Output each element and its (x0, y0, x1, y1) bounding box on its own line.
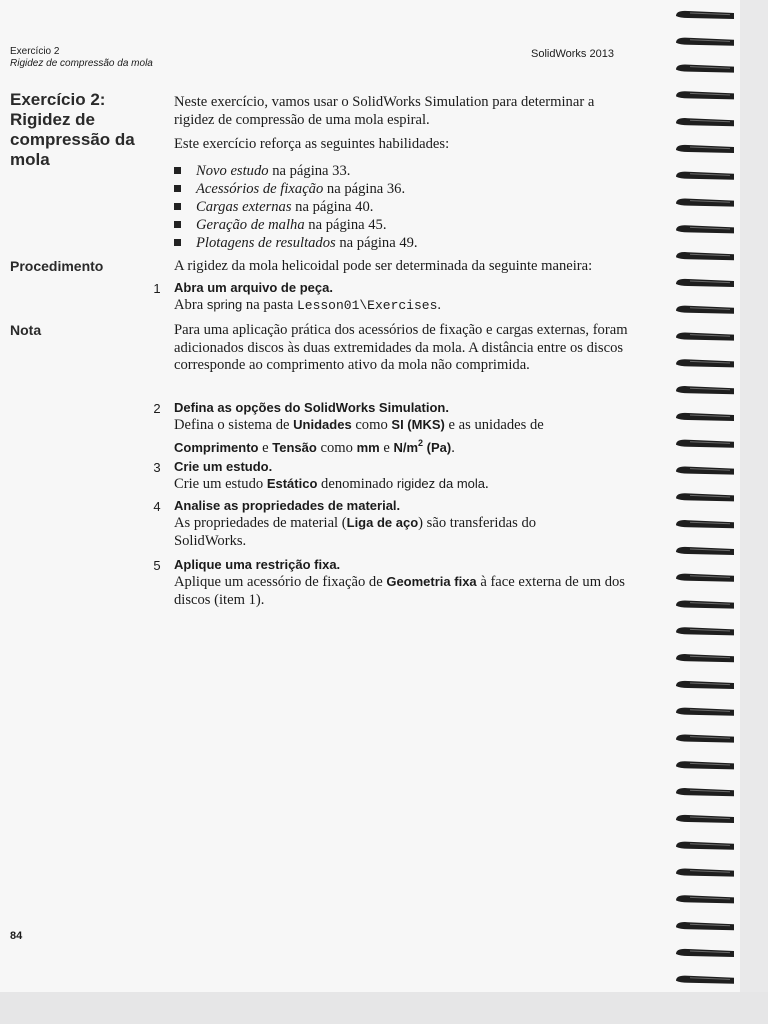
skill-topic: Acessórios de fixação (196, 181, 324, 197)
spiral-coil (676, 734, 734, 742)
skill-page: na página 40. (291, 199, 374, 215)
spiral-coil (676, 842, 734, 850)
spiral-coil (676, 868, 734, 876)
spiral-coil (676, 788, 734, 796)
skills-intro: Este exercício reforça as seguintes habilidades: (174, 136, 450, 152)
step-number: 4 (153, 499, 161, 514)
spiral-coil (676, 761, 734, 769)
exercise-title: Exercício 2: Rigidez de compressão da mola (10, 90, 135, 169)
bold-term: mm (356, 439, 380, 455)
bullet-square-icon (174, 203, 181, 210)
skill-bullet (174, 198, 373, 216)
bold-term: N/m (393, 439, 419, 455)
step-2 (174, 399, 644, 457)
skill-topic: Geração de malha (196, 217, 305, 233)
step-heading: Aplique uma restrição fixa. (174, 557, 341, 572)
spiral-binding (672, 0, 768, 992)
skill-topic: Cargas externas (196, 199, 292, 215)
spiral-coil (676, 413, 734, 421)
step-text-part: . (437, 297, 442, 313)
step-text-part: denominado (317, 476, 397, 492)
step-text-part: . (485, 476, 489, 492)
running-header-right: SolidWorks 2013 (531, 48, 614, 60)
bold-term: Tensão (272, 439, 317, 455)
spiral-coil (676, 600, 734, 608)
spiral-coil (676, 440, 734, 448)
step-5 (174, 556, 634, 609)
spiral-coil (676, 64, 734, 72)
spiral-coil (676, 949, 734, 957)
step-number: 2 (153, 401, 161, 416)
spiral-coil (676, 976, 734, 984)
step-heading: Crie um estudo. (174, 459, 273, 474)
step-text-part: Aplique um acessório de fixação de (174, 574, 387, 590)
spiral-coil (676, 627, 734, 635)
bold-term: Unidades (293, 417, 352, 432)
step-text-part: na pasta (242, 297, 297, 313)
bold-term: SI (MKS) (391, 417, 445, 432)
spiral-coil (676, 332, 734, 340)
procedure-text: A rigidez da mola helicoidal pode ser determinada da seguinte maneira: (174, 258, 593, 274)
spiral-coil (676, 11, 734, 19)
note-text: Para uma aplicação prática dos acessórios de fixação e cargas externas, foram adicionados discos às duas extremidades da mola. A distância entre os discos corresponde ao comprimento ativo da mola não comprimida. (174, 322, 628, 373)
header-exercise-subtitle: Rigidez de compressão da mola (10, 58, 153, 69)
step-text-part: e (258, 439, 273, 456)
step-text-part: e as unidades de (444, 417, 544, 433)
step-number: 1 (153, 281, 161, 296)
spiral-coil (676, 681, 734, 689)
step-text-part: Crie um estudo (174, 476, 267, 492)
bold-term: Geometria fixa (386, 574, 477, 589)
spiral-coil (676, 118, 734, 126)
step-text (174, 573, 634, 609)
spiral-coil (676, 547, 734, 555)
step-heading: Abra um arquivo de peça. (174, 280, 333, 295)
header-exercise-title: Exercício 2 (10, 46, 60, 57)
step-number: 3 (153, 460, 161, 475)
note-label: Nota (10, 322, 42, 338)
step-text-part: como (351, 417, 392, 433)
skill-bullet (174, 216, 387, 234)
spiral-coil (676, 815, 734, 823)
intro-paragraph: Neste exercício, vamos usar o SolidWorks Simulation para determinar a rigidez de compressão de uma mola espiral. (174, 94, 595, 128)
step-text-part: Abra (174, 297, 207, 313)
skill-bullet (174, 162, 350, 180)
bold-term: (Pa) (423, 439, 452, 455)
step-1 (174, 279, 644, 315)
bullet-square-icon (174, 167, 181, 174)
skill-page: na página 36. (323, 181, 406, 197)
running-header-left (10, 46, 153, 70)
spiral-coil (676, 895, 734, 903)
skill-page: na página 49. (335, 235, 418, 251)
bold-term: Liga de aço (346, 515, 419, 530)
step-text-part: ) são transferidas do SolidWorks. (174, 515, 537, 549)
bold-term: Comprimento (174, 439, 259, 455)
folder-path: Lesson01\Exercises (296, 298, 438, 313)
step-text-part: à face externa de um dos discos (item 1). (174, 574, 625, 608)
procedure-label: Procedimento (10, 258, 104, 274)
spiral-coil (676, 922, 734, 930)
spiral-coil (676, 91, 734, 99)
skill-page: na página 45. (304, 217, 387, 233)
step-4 (174, 497, 594, 550)
step-heading: Defina as opções do SolidWorks Simulation. (174, 400, 449, 415)
spiral-coil (676, 172, 734, 180)
spiral-coil (676, 359, 734, 367)
step-number: 5 (153, 558, 161, 573)
spiral-coil (676, 252, 734, 260)
bullet-square-icon (174, 185, 181, 192)
step-heading: Analise as propriedades de material. (174, 498, 401, 513)
skill-page: na página 33. (268, 163, 351, 179)
skill-bullet (174, 234, 418, 252)
step-text-part: As propriedades de material ( (174, 515, 347, 531)
spiral-coil (676, 306, 734, 314)
step-text (174, 296, 644, 315)
file-name: spring (206, 297, 243, 312)
bullet-square-icon (174, 221, 181, 228)
step-text-part: . (451, 439, 455, 456)
spiral-coil (676, 386, 734, 394)
superscript: 2 (418, 437, 424, 448)
spiral-coil (676, 38, 734, 46)
spiral-coil (676, 225, 734, 233)
spiral-coil (676, 466, 734, 474)
skill-bullet (174, 180, 405, 198)
spiral-coil (676, 574, 734, 582)
bold-term: Estático (266, 476, 318, 491)
spiral-coil (676, 145, 734, 153)
step-text (174, 416, 644, 457)
step-text-part: Defina o sistema de (174, 417, 294, 433)
step-3 (174, 458, 644, 494)
step-text-part: e (379, 439, 394, 456)
spiral-coil (676, 198, 734, 206)
study-name: rigidez da mola (396, 476, 486, 491)
spiral-coil (676, 279, 734, 287)
step-text-part: como (316, 439, 357, 456)
skill-topic: Plotagens de resultados (196, 235, 336, 251)
page-number: 84 (10, 930, 23, 942)
step-text (174, 475, 644, 494)
scan-background (0, 992, 768, 1024)
spiral-coil (676, 520, 734, 528)
step-text (174, 514, 594, 550)
skill-topic: Novo estudo (196, 163, 269, 179)
spiral-coil (676, 493, 734, 501)
spiral-coil (676, 654, 734, 662)
bullet-square-icon (174, 239, 181, 246)
spiral-coil (676, 708, 734, 716)
